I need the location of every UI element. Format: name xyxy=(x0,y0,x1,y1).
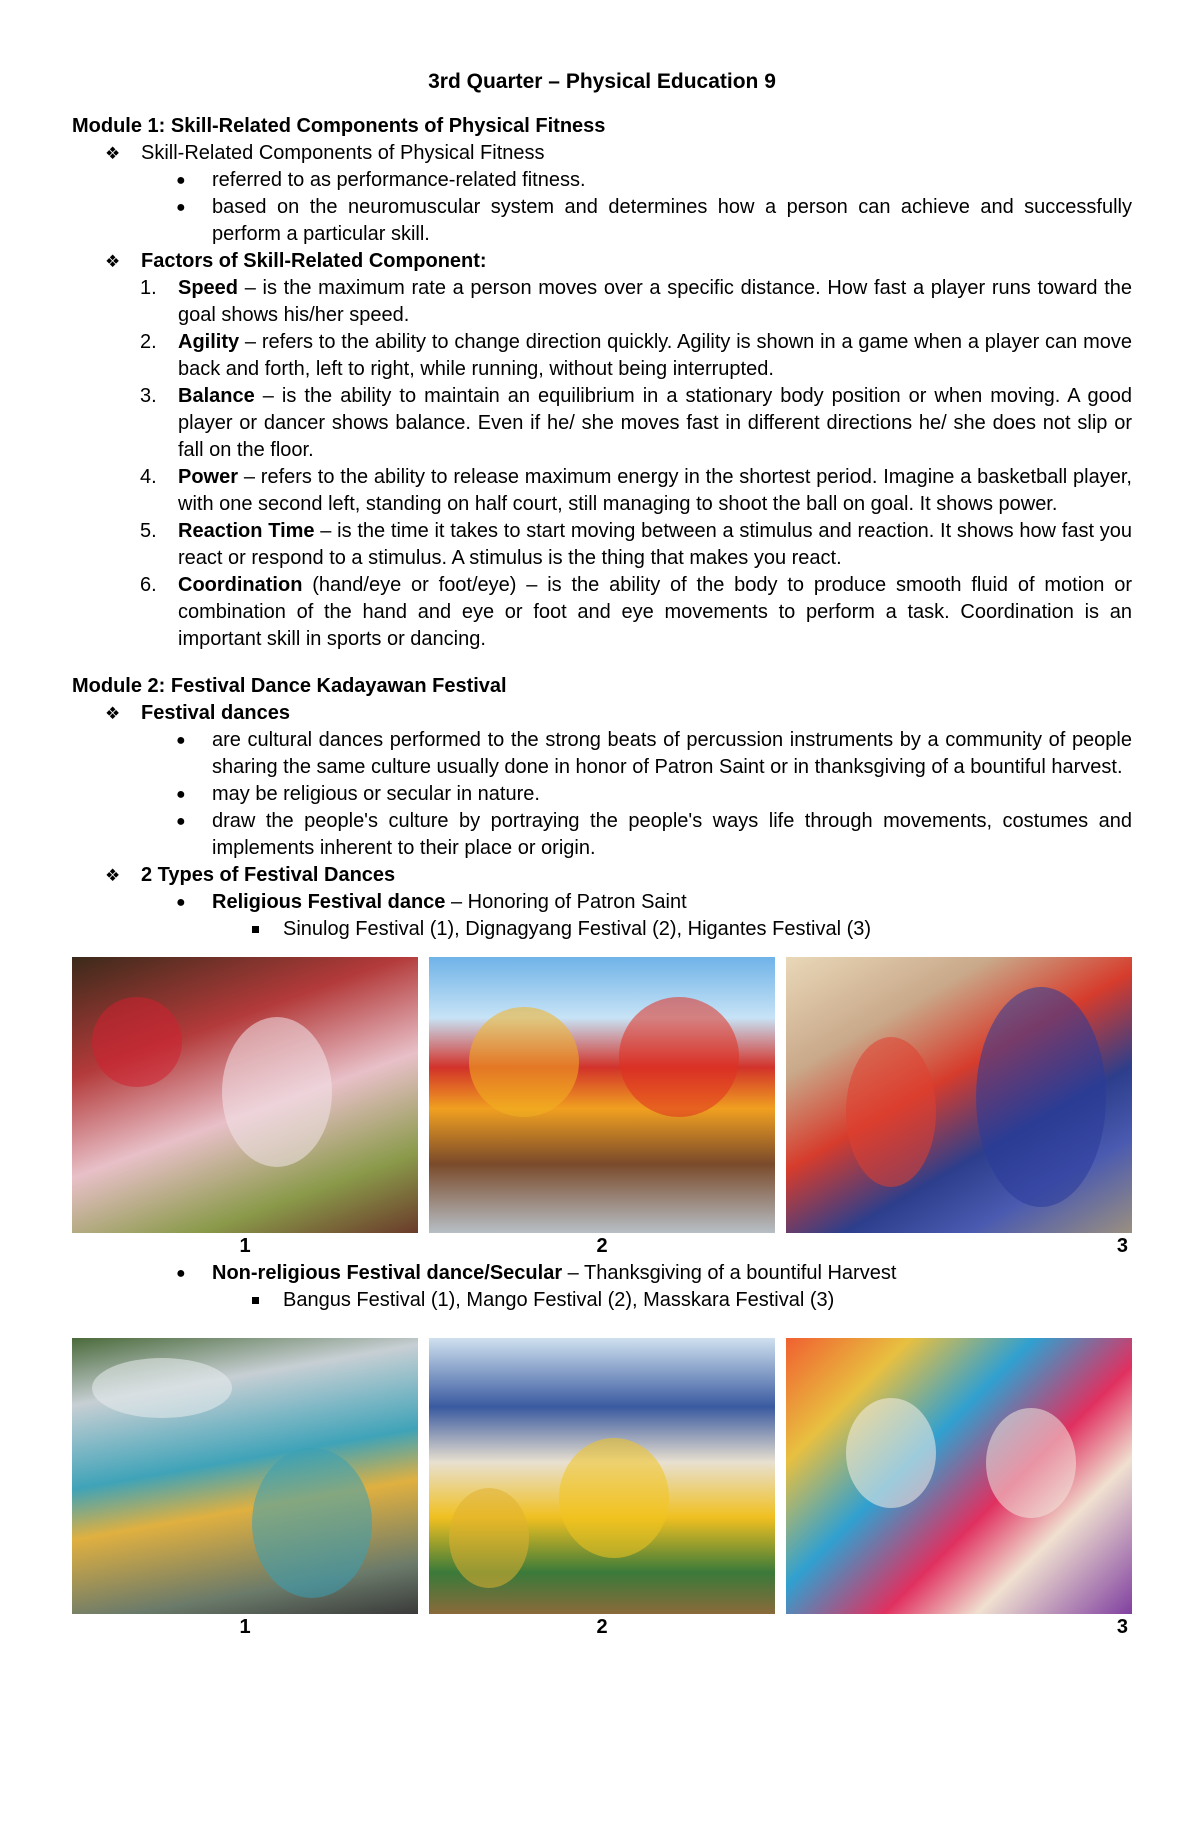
photo-caption: 2 xyxy=(596,1235,608,1257)
bullet-icon: ● xyxy=(176,199,186,216)
list-number: 3. xyxy=(140,385,157,407)
list-item xyxy=(72,1260,1132,1287)
factor-text: – is the time it takes to start moving between a stimulus and reaction. It shows how fast you react or respond to a stimulus. A stimulus is the thing that makes you react. xyxy=(178,520,1132,569)
module1-bullet-list xyxy=(72,167,1132,248)
module2-topic xyxy=(72,700,1132,727)
list-item xyxy=(72,727,1132,781)
list-item xyxy=(72,808,1132,862)
list-item xyxy=(72,889,1132,916)
list-number: 2. xyxy=(140,331,157,353)
module1-topic xyxy=(72,140,1132,167)
diamond-bullet-icon: ❖ xyxy=(105,704,121,723)
religious-photo-row xyxy=(72,957,1132,1233)
square-bullet-icon xyxy=(252,1297,259,1304)
bullet-text: draw the people's culture by portraying the people's ways life through movements, costumes and implements inherent to their place or origin. xyxy=(212,810,1132,859)
bullet-text: are cultural dances performed to the strong beats of percussion instruments by a community of people sharing the same culture usually done in honor of Patron Saint or in thanksgiving of a bountiful harvest. xyxy=(212,729,1132,778)
list-item xyxy=(72,916,1132,943)
list-item xyxy=(72,194,1132,248)
factor-text: (hand/eye or foot/eye) – is the ability of the body to produce smooth fluid of motion or combination of the hand and eye or foot and eye movements to perform a task. Coordination is an important skill in sports or dancing. xyxy=(178,574,1132,650)
factor-text: – is the ability to maintain an equilibrium in a stationary body position or when moving. A good player or dancer shows balance. Even if he/ she moves fast in different directions he/ she does not slip or fall on the floor. xyxy=(178,385,1132,461)
bullet-icon: ● xyxy=(176,813,186,830)
module2-bullet-list xyxy=(72,727,1132,862)
list-item xyxy=(72,167,1132,194)
section-spacer xyxy=(72,653,1132,673)
module2-heading: Module 2: Festival Dance Kadayawan Festival xyxy=(72,675,507,697)
list-number: 4. xyxy=(140,466,157,488)
religious-list xyxy=(72,889,1132,943)
types-heading xyxy=(72,862,1132,889)
types-heading-text: 2 Types of Festival Dances xyxy=(141,864,396,886)
factor-term: Balance xyxy=(178,385,255,407)
factors-heading xyxy=(72,248,1132,275)
masskara-festival-photo xyxy=(786,1338,1132,1614)
photo-caption: 1 xyxy=(239,1235,251,1257)
module1-heading: Module 1: Skill-Related Components of Physical Fitness xyxy=(72,115,606,137)
factor-term: Coordination xyxy=(178,574,303,596)
examples-text: Bangus Festival (1), Mango Festival (2), Masskara Festival (3) xyxy=(283,1289,835,1311)
factor-item-power xyxy=(72,464,1132,518)
bullet-icon: ● xyxy=(176,172,186,189)
bullet-icon: ● xyxy=(176,786,186,803)
factors-heading-text: Factors of Skill-Related Component: xyxy=(141,250,487,272)
document-content xyxy=(72,68,1132,1641)
square-bullet-icon xyxy=(252,926,259,933)
factor-item-coordination xyxy=(72,572,1132,653)
factor-term: Power xyxy=(178,466,239,488)
factor-term: Speed xyxy=(178,277,239,299)
bullet-text: based on the neuromuscular system and determines how a person can achieve and successfully perform a particular skill. xyxy=(212,196,1132,245)
photo-caption: 3 xyxy=(1116,1616,1128,1638)
module1-topic-text: Skill-Related Components of Physical Fitness xyxy=(141,142,545,164)
factor-item-speed xyxy=(72,275,1132,329)
factor-item-balance xyxy=(72,383,1132,464)
sinulog-festival-photo xyxy=(72,957,418,1233)
factor-item-reaction-time xyxy=(72,518,1132,572)
module2-topic-text: Festival dances xyxy=(141,702,290,724)
higantes-festival-photo xyxy=(786,957,1132,1233)
diamond-bullet-icon: ❖ xyxy=(105,252,121,271)
examples-text: Sinulog Festival (1), Dignagyang Festival (2), Higantes Festival (3) xyxy=(283,918,872,940)
dinagyang-festival-photo xyxy=(429,957,775,1233)
secular-list xyxy=(72,1260,1132,1314)
bullet-icon: ● xyxy=(176,732,186,749)
photo-caption: 3 xyxy=(1116,1235,1128,1257)
factor-term: Reaction Time xyxy=(178,520,315,542)
factor-text: – refers to the ability to change direction quickly. Agility is shown in a game when a player can move back and forth, left to right, while running, without being interrupted. xyxy=(178,331,1132,380)
factors-list xyxy=(72,275,1132,653)
diamond-bullet-icon: ❖ xyxy=(105,866,121,885)
diamond-bullet-icon: ❖ xyxy=(105,144,121,163)
bullet-text: may be religious or secular in nature. xyxy=(212,783,540,805)
photo-caption: 1 xyxy=(239,1616,251,1638)
type-term: Non-religious Festival dance/Secular xyxy=(212,1262,563,1284)
list-item xyxy=(72,781,1132,808)
list-number: 1. xyxy=(140,277,157,299)
factor-item-agility xyxy=(72,329,1132,383)
secular-photo-row xyxy=(72,1338,1132,1614)
type-text: – Honoring of Patron Saint xyxy=(445,891,687,913)
list-number: 5. xyxy=(140,520,157,542)
factor-text: – is the maximum rate a person moves over a specific distance. How fast a player runs toward the goal shows his/her speed. xyxy=(178,277,1132,326)
bullet-text: referred to as performance-related fitness. xyxy=(212,169,586,191)
religious-caption-row xyxy=(72,1233,1132,1260)
type-text: – Thanksgiving of a bountiful Harvest xyxy=(562,1262,897,1284)
list-item xyxy=(72,1287,1132,1314)
type-term: Religious Festival dance xyxy=(212,891,446,913)
factor-term: Agility xyxy=(178,331,240,353)
bangus-festival-photo xyxy=(72,1338,418,1614)
page-title: 3rd Quarter – Physical Education 9 xyxy=(428,70,776,93)
photo-caption: 2 xyxy=(596,1616,608,1638)
factor-text: – refers to the ability to release maximum energy in the shortest period. Imagine a basketball player, with one second left, standing on half court, still managing to shoot the ball on goal. It shows power. xyxy=(178,466,1132,515)
bullet-icon: ● xyxy=(176,894,186,911)
mango-festival-photo xyxy=(429,1338,775,1614)
bullet-icon: ● xyxy=(176,1265,186,1282)
secular-caption-row xyxy=(72,1614,1132,1641)
list-number: 6. xyxy=(140,574,157,596)
